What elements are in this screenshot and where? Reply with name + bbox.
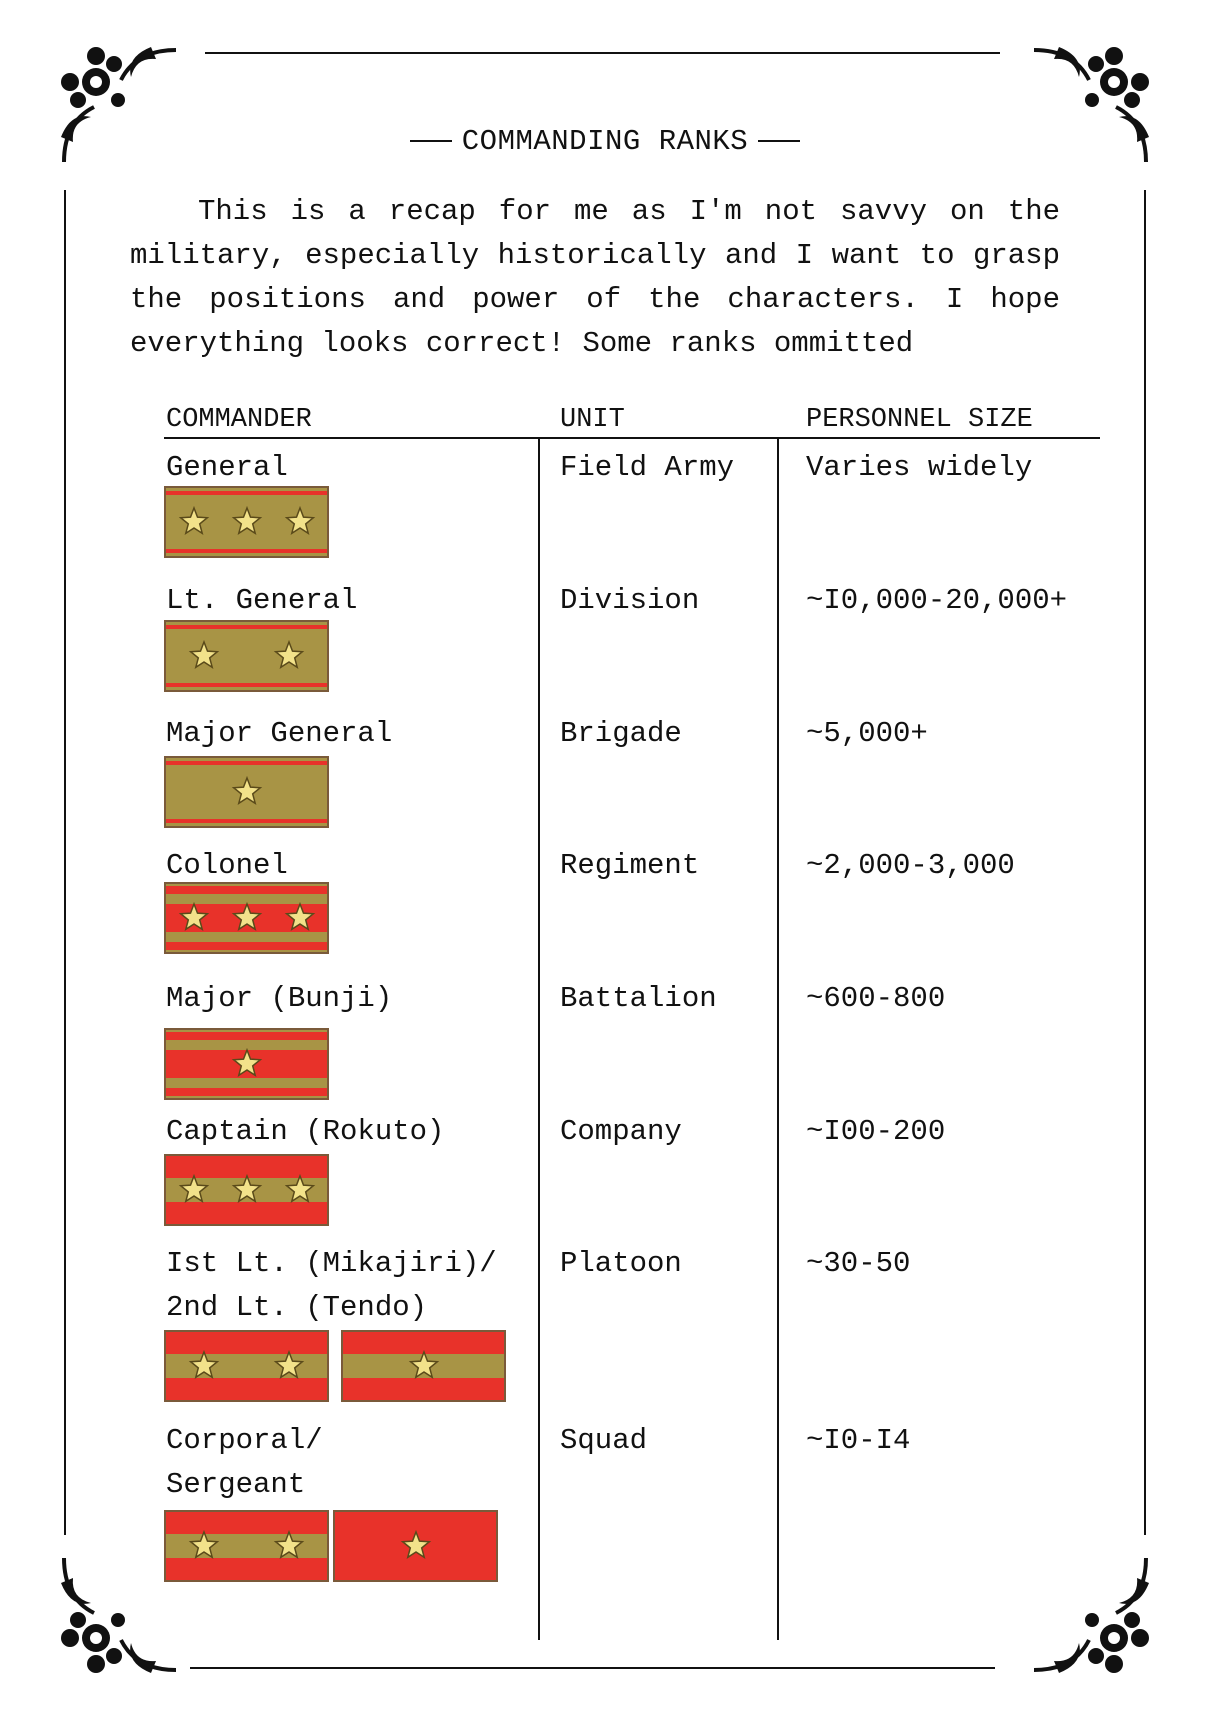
- insignia-major: [164, 1028, 329, 1100]
- unit-platoon: Platoon: [560, 1247, 682, 1280]
- insignia-patch: [333, 1510, 498, 1582]
- insignia-patch: [164, 756, 329, 828]
- header-rule: [164, 437, 1100, 439]
- insignia-corporal: [333, 1510, 498, 1582]
- size-major: ~600-800: [806, 982, 946, 1015]
- unit-brigade: Brigade: [560, 717, 682, 750]
- insignia-patch: [164, 1028, 329, 1100]
- page-title: [0, 125, 1210, 158]
- insignia-1st-lt: [164, 1330, 329, 1402]
- rank-lieutenant-line2: 2nd Lt. (Tendo): [166, 1291, 428, 1324]
- header-unit: UNIT: [560, 405, 625, 435]
- insignia-colonel: [164, 882, 329, 954]
- size-major-general: ~5,000+: [806, 717, 928, 750]
- column-divider-2: [777, 438, 779, 1640]
- size-lieutenant: ~30-50: [806, 1247, 911, 1280]
- unit-regiment: Regiment: [560, 849, 700, 882]
- size-lt-general: ~I0,000-20,000+: [806, 584, 1068, 617]
- insignia-captain: [164, 1154, 329, 1226]
- insignia-lt-general: [164, 620, 329, 692]
- column-divider-1: [538, 438, 540, 1640]
- insignia-patch: [164, 620, 329, 692]
- insignia-patch: [164, 486, 329, 558]
- rank-general: General: [166, 451, 288, 484]
- unit-battalion: Battalion: [560, 982, 717, 1015]
- title-dash-right: [758, 140, 800, 142]
- rank-lt-general: Lt. General: [166, 584, 358, 617]
- size-general: Varies widely: [806, 451, 1033, 484]
- size-colonel: ~2,000-3,000: [806, 849, 1015, 882]
- rank-major: Major (Bunji): [166, 982, 393, 1015]
- insignia-patch: [164, 1510, 329, 1582]
- intro-paragraph: This is a recap for me as I'm not savvy on the military, especially historically and I want to grasp the positions and power of the characters. I hope everything looks correct! Some ranks ommitted: [130, 195, 1060, 360]
- size-captain: ~I00-200: [806, 1115, 946, 1148]
- insignia-2nd-lt: [341, 1330, 506, 1402]
- rank-captain: Captain (Rokuto): [166, 1115, 445, 1148]
- corner-ornament-bottom-right: [1024, 1548, 1154, 1678]
- insignia-patch: [164, 882, 329, 954]
- unit-division: Division: [560, 584, 700, 617]
- insignia-patch: [164, 1330, 329, 1402]
- frame-top-line: [205, 52, 1000, 54]
- insignia-patch: [164, 1154, 329, 1226]
- unit-company: Company: [560, 1115, 682, 1148]
- rank-major-general: Major General: [166, 717, 393, 750]
- header-size: PERSONNEL SIZE: [806, 405, 1033, 435]
- rank-lieutenant-line1: Ist Lt. (Mikajiri)/: [166, 1247, 497, 1280]
- rank-nco-line1: Corporal/: [166, 1424, 323, 1457]
- insignia-patch: [341, 1330, 506, 1402]
- frame-bottom-line: [190, 1667, 995, 1669]
- unit-field-army: Field Army: [560, 451, 735, 484]
- rank-colonel: Colonel: [166, 849, 288, 882]
- frame-left-line: [64, 190, 66, 1535]
- title-text: COMMANDING RANKS: [461, 125, 749, 158]
- rank-nco-line2: Sergeant: [166, 1468, 306, 1501]
- title-dash-left: [410, 140, 452, 142]
- insignia-sergeant: [164, 1510, 329, 1582]
- insignia-major-general: [164, 756, 329, 828]
- insignia-general: [164, 486, 329, 558]
- frame-right-line: [1144, 190, 1146, 1535]
- header-commander: COMMANDER: [166, 405, 312, 435]
- unit-squad: Squad: [560, 1424, 648, 1457]
- size-nco: ~I0-I4: [806, 1424, 911, 1457]
